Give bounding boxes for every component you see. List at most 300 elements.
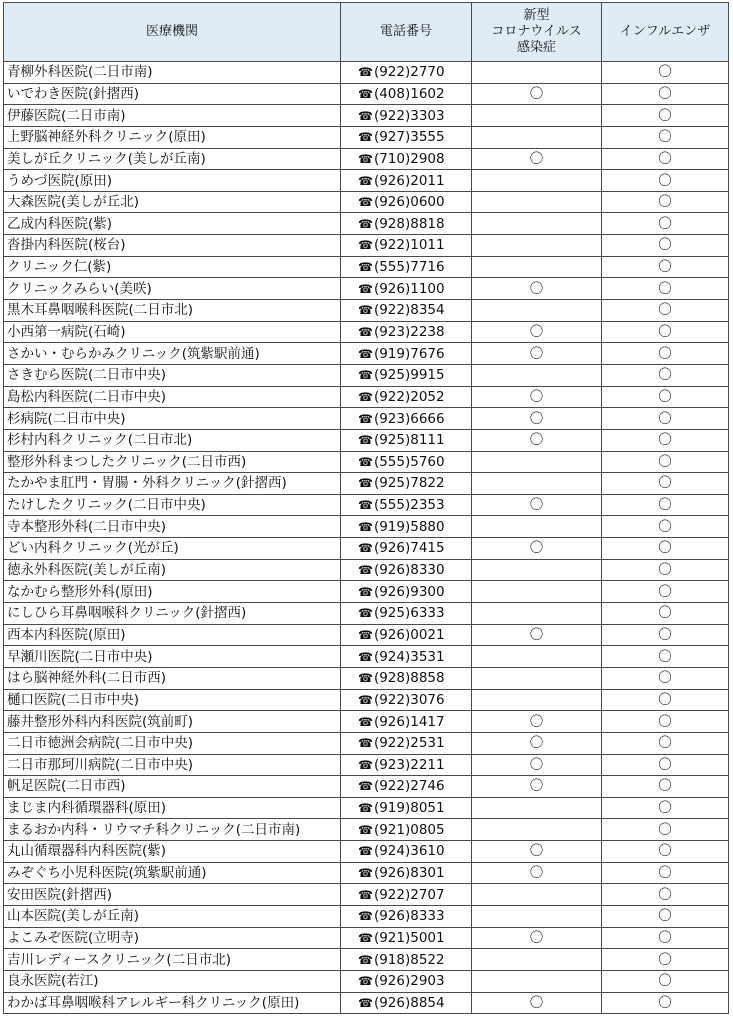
institution-name: クリニック仁(紫) (4, 256, 341, 278)
phone-cell (341, 105, 472, 127)
institution-name: にしひら耳鼻咽喉科クリニック(針摺西) (4, 603, 341, 625)
covid-mark (472, 970, 602, 992)
phone-cell (341, 905, 472, 927)
phone-cell (341, 451, 472, 473)
institution-name: 西本内科医院(原田) (4, 624, 341, 646)
phone-number: (926)2903 (373, 973, 445, 990)
table-row (4, 83, 729, 105)
phone-cell (341, 191, 472, 213)
covid-mark: 〇 (472, 862, 602, 884)
covid-mark (472, 581, 602, 603)
phone-icon: ☎ (358, 65, 373, 80)
phone-number: (710)2908 (373, 150, 445, 167)
covid-mark (472, 473, 602, 495)
phone-number: (926)7415 (373, 540, 445, 557)
phone-icon: ☎ (358, 714, 373, 729)
covid-mark (472, 256, 602, 278)
institution-name: いでわき医院(針摺西) (4, 83, 341, 105)
covid-mark: 〇 (472, 841, 602, 863)
institution-name: 藤井整形外科内科医院(筑前町) (4, 711, 341, 733)
table-row (4, 927, 729, 949)
header-covid-line1: 新型 (523, 8, 550, 23)
phone-icon: ☎ (358, 281, 373, 296)
header-covid-line2: コロナウイルス (491, 24, 582, 39)
phone-icon: ☎ (358, 671, 373, 686)
phone-cell (341, 581, 472, 603)
phone-number: (926)0021 (373, 626, 445, 643)
phone-number: (922)3303 (373, 107, 445, 124)
phone-number: (925)6333 (373, 605, 445, 622)
covid-mark (472, 516, 602, 538)
phone-number: (922)3076 (373, 691, 445, 708)
phone-icon: ☎ (358, 325, 373, 339)
phone-number: (919)5880 (373, 518, 445, 535)
institution-name: 沓掛内科医院(桜台) (4, 235, 341, 257)
covid-mark (472, 949, 602, 971)
phone-number: (922)2052 (373, 388, 445, 405)
table-row (4, 711, 729, 733)
phone-cell (341, 559, 472, 581)
covid-mark (472, 213, 602, 235)
phone-cell (341, 711, 472, 733)
influenza-mark: 〇 (602, 776, 729, 798)
covid-mark (472, 797, 602, 819)
covid-mark (472, 603, 602, 625)
phone-cell (341, 819, 472, 841)
phone-cell (341, 256, 472, 278)
phone-number: (926)9300 (373, 583, 445, 600)
influenza-mark: 〇 (602, 667, 729, 689)
phone-number: (928)8818 (373, 215, 445, 232)
phone-cell (341, 83, 472, 105)
covid-mark: 〇 (472, 429, 602, 451)
phone-cell (341, 732, 472, 754)
institution-name: 上野脳神経外科クリニック(原田) (4, 126, 341, 148)
influenza-mark: 〇 (602, 473, 729, 495)
covid-mark (472, 646, 602, 668)
table-row (4, 862, 729, 884)
phone-cell (341, 408, 472, 430)
influenza-mark: 〇 (602, 364, 729, 386)
institution-name: 小西第一病院(石崎) (4, 321, 341, 343)
table-row (4, 776, 729, 798)
influenza-mark: 〇 (602, 581, 729, 603)
header-covid (472, 3, 602, 62)
phone-number: (922)1011 (373, 237, 445, 254)
institution-name: うめづ医院(原田) (4, 170, 341, 192)
phone-icon: ☎ (358, 606, 373, 621)
covid-mark (472, 689, 602, 711)
influenza-mark: 〇 (602, 819, 729, 841)
table-row (4, 559, 729, 581)
phone-cell (341, 884, 472, 906)
phone-number: (926)8330 (373, 562, 445, 579)
phone-icon: ☎ (358, 692, 373, 707)
influenza-mark: 〇 (602, 927, 729, 949)
influenza-mark: 〇 (602, 711, 729, 733)
table-row (4, 105, 729, 127)
institution-name: 美しが丘クリニック(美しが丘南) (4, 148, 341, 170)
phone-cell (341, 429, 472, 451)
phone-icon: ☎ (358, 368, 373, 383)
institution-name: 丸山循環器科内科医院(紫) (4, 841, 341, 863)
table-row (4, 473, 729, 495)
phone-number: (926)1100 (373, 280, 445, 297)
institution-name: 早瀬川医院(二日市中央) (4, 646, 341, 668)
phone-number: (923)6666 (373, 410, 445, 427)
influenza-mark: 〇 (602, 256, 729, 278)
table-row (4, 732, 729, 754)
phone-number: (924)3610 (373, 843, 445, 860)
phone-icon: ☎ (358, 476, 373, 491)
influenza-mark: 〇 (602, 148, 729, 170)
institution-name: 帆足医院(二日市西) (4, 776, 341, 798)
covid-mark: 〇 (472, 343, 602, 365)
phone-number: (928)8858 (373, 670, 445, 687)
table-row (4, 624, 729, 646)
phone-icon: ☎ (358, 195, 373, 210)
influenza-mark: 〇 (602, 300, 729, 322)
header-influenza: インフルエンザ (602, 3, 729, 62)
phone-number: (555)7716 (373, 259, 445, 276)
phone-icon: ☎ (358, 563, 373, 578)
table-row (4, 343, 729, 365)
phone-number: (926)0600 (373, 194, 445, 211)
institution-name: よこみぞ医院(立明寺) (4, 927, 341, 949)
phone-cell (341, 797, 472, 819)
table-row (4, 538, 729, 560)
institution-name: はら脳神経外科(二日市西) (4, 667, 341, 689)
phone-number: (921)5001 (373, 929, 445, 946)
influenza-mark: 〇 (602, 949, 729, 971)
phone-icon: ☎ (358, 130, 373, 145)
phone-cell (341, 646, 472, 668)
phone-cell (341, 213, 472, 235)
phone-icon: ☎ (358, 909, 373, 924)
phone-icon: ☎ (358, 757, 373, 772)
covid-mark (472, 559, 602, 581)
covid-mark: 〇 (472, 992, 602, 1014)
phone-icon: ☎ (358, 649, 373, 664)
influenza-mark: 〇 (602, 884, 729, 906)
phone-cell (341, 538, 472, 560)
phone-number: (922)2746 (373, 778, 445, 795)
institution-name: わかば耳鼻咽喉科アレルギー科クリニック(原田) (4, 992, 341, 1014)
influenza-mark: 〇 (602, 970, 729, 992)
influenza-mark: 〇 (602, 126, 729, 148)
phone-number: (926)2011 (373, 172, 445, 189)
phone-number: (926)8854 (373, 994, 445, 1011)
covid-mark (472, 300, 602, 322)
institution-name: たかやま肛門・胃腸・外科クリニック(針摺西) (4, 473, 341, 495)
table-row (4, 278, 729, 300)
phone-cell (341, 343, 472, 365)
phone-icon: ☎ (358, 86, 373, 101)
phone-cell (341, 364, 472, 386)
table-row (4, 581, 729, 603)
institution-name: まるおか内科・リウマチ科クリニック(二日市南) (4, 819, 341, 841)
table-row (4, 126, 729, 148)
phone-number: (922)8354 (373, 302, 445, 319)
phone-icon: ☎ (358, 822, 373, 837)
phone-cell (341, 473, 472, 495)
phone-number: (408)1602 (373, 85, 445, 102)
table-row (4, 148, 729, 170)
table-row (4, 992, 729, 1014)
influenza-mark: 〇 (602, 451, 729, 473)
phone-icon: ☎ (358, 303, 373, 318)
phone-icon: ☎ (358, 346, 373, 361)
phone-cell (341, 516, 472, 538)
covid-mark (472, 191, 602, 213)
influenza-mark: 〇 (602, 732, 729, 754)
phone-icon: ☎ (358, 887, 373, 902)
phone-cell (341, 603, 472, 625)
covid-mark (472, 884, 602, 906)
phone-icon: ☎ (358, 866, 373, 881)
phone-icon: ☎ (358, 411, 373, 426)
institution-name: 杉病院(二日市中央) (4, 408, 341, 430)
covid-mark: 〇 (472, 148, 602, 170)
table-row (4, 689, 729, 711)
table-row (4, 321, 729, 343)
phone-cell (341, 300, 472, 322)
phone-icon: ☎ (358, 930, 373, 945)
phone-icon: ☎ (358, 627, 373, 642)
covid-mark (472, 105, 602, 127)
covid-mark: 〇 (472, 278, 602, 300)
phone-number: (926)8301 (373, 865, 445, 882)
covid-mark: 〇 (472, 711, 602, 733)
phone-icon: ☎ (358, 389, 373, 404)
table-row (4, 494, 729, 516)
phone-number: (919)8051 (373, 800, 445, 817)
table-row (4, 429, 729, 451)
phone-cell (341, 148, 472, 170)
institution-name: 寺本整形外科(二日市中央) (4, 516, 341, 538)
table-row (4, 797, 729, 819)
influenza-mark: 〇 (602, 603, 729, 625)
phone-cell (341, 841, 472, 863)
phone-number: (925)9915 (373, 367, 445, 384)
header-covid-line3: 感染症 (516, 40, 556, 55)
institution-name: さきむら医院(二日市中央) (4, 364, 341, 386)
influenza-mark: 〇 (602, 624, 729, 646)
phone-cell (341, 624, 472, 646)
influenza-mark: 〇 (602, 754, 729, 776)
table-row (4, 884, 729, 906)
institution-name: 伊藤医院(二日市南) (4, 105, 341, 127)
covid-mark: 〇 (472, 83, 602, 105)
phone-cell (341, 949, 472, 971)
institution-name: 良永医院(若江) (4, 970, 341, 992)
phone-cell (341, 992, 472, 1014)
phone-number: (925)8111 (373, 432, 445, 449)
phone-number: (918)8522 (373, 951, 445, 968)
influenza-mark: 〇 (602, 83, 729, 105)
phone-number: (925)7822 (373, 475, 445, 492)
phone-cell (341, 278, 472, 300)
influenza-mark: 〇 (602, 538, 729, 560)
institution-name: みぞぐち小児科医院(筑紫駅前通) (4, 862, 341, 884)
table-row (4, 235, 729, 257)
institution-name: 安田医院(針摺西) (4, 884, 341, 906)
influenza-mark: 〇 (602, 105, 729, 127)
influenza-mark: 〇 (602, 429, 729, 451)
table-row (4, 949, 729, 971)
institution-name: 樋口医院(二日市中央) (4, 689, 341, 711)
influenza-mark: 〇 (602, 408, 729, 430)
phone-cell (341, 667, 472, 689)
table-row (4, 667, 729, 689)
influenza-mark: 〇 (602, 321, 729, 343)
covid-mark: 〇 (472, 408, 602, 430)
phone-cell (341, 754, 472, 776)
institution-name: 黒木耳鼻咽喉科医院(二日市北) (4, 300, 341, 322)
table-row (4, 170, 729, 192)
phone-cell (341, 494, 472, 516)
phone-icon: ☎ (358, 498, 373, 513)
phone-number: (923)2211 (373, 756, 445, 773)
phone-cell (341, 862, 472, 884)
table-row (4, 300, 729, 322)
institution-name: 吉川レディースクリニック(二日市北) (4, 949, 341, 971)
influenza-mark: 〇 (602, 905, 729, 927)
influenza-mark: 〇 (602, 278, 729, 300)
institution-name: クリニックみらい(美咲) (4, 278, 341, 300)
influenza-mark: 〇 (602, 170, 729, 192)
phone-icon: ☎ (358, 454, 373, 469)
phone-number: (919)7676 (373, 345, 445, 362)
phone-cell (341, 170, 472, 192)
institution-name: 山本医院(美しが丘南) (4, 905, 341, 927)
phone-number: (922)2707 (373, 886, 445, 903)
phone-cell (341, 235, 472, 257)
phone-icon: ☎ (358, 108, 373, 123)
institution-name: さかい・むらかみクリニック(筑紫駅前通) (4, 343, 341, 365)
phone-number: (923)2238 (373, 324, 445, 340)
phone-number: (927)3555 (373, 129, 445, 146)
influenza-mark: 〇 (602, 559, 729, 581)
phone-icon: ☎ (358, 952, 373, 967)
covid-mark: 〇 (472, 754, 602, 776)
covid-mark (472, 364, 602, 386)
phone-icon: ☎ (358, 260, 373, 275)
table-row (4, 408, 729, 430)
covid-mark: 〇 (472, 624, 602, 646)
phone-number: (926)8333 (373, 908, 445, 925)
header-institution: 医療機関 (4, 3, 341, 62)
institution-name: 大森医院(美しが丘北) (4, 191, 341, 213)
covid-mark: 〇 (472, 776, 602, 798)
covid-mark: 〇 (472, 732, 602, 754)
influenza-mark: 〇 (602, 235, 729, 257)
covid-mark: 〇 (472, 538, 602, 560)
table-row (4, 62, 729, 84)
phone-icon: ☎ (358, 974, 373, 989)
header-phone: 電話番号 (341, 3, 472, 62)
covid-mark (472, 62, 602, 84)
institution-name: 乙成内科医院(紫) (4, 213, 341, 235)
phone-number: (922)2531 (373, 735, 445, 752)
phone-cell (341, 927, 472, 949)
table-header-row (4, 3, 729, 62)
phone-icon: ☎ (358, 541, 373, 556)
phone-cell (341, 776, 472, 798)
phone-icon: ☎ (358, 801, 373, 816)
phone-icon: ☎ (358, 216, 373, 231)
phone-cell (341, 321, 472, 343)
covid-mark: 〇 (472, 927, 602, 949)
phone-number: (555)2353 (373, 497, 445, 514)
institution-name: 島松内科医院(二日市中央) (4, 386, 341, 408)
covid-mark (472, 905, 602, 927)
institution-name: 杉村内科クリニック(二日市北) (4, 429, 341, 451)
table-row (4, 841, 729, 863)
institution-name: 徳永外科医院(美しが丘南) (4, 559, 341, 581)
covid-mark (472, 819, 602, 841)
phone-number: (924)3531 (373, 648, 445, 665)
clinic-table (3, 2, 729, 1014)
covid-mark: 〇 (472, 494, 602, 516)
table-row (4, 819, 729, 841)
table-row (4, 970, 729, 992)
phone-icon: ☎ (358, 173, 373, 188)
influenza-mark: 〇 (602, 494, 729, 516)
influenza-mark: 〇 (602, 841, 729, 863)
table-row (4, 646, 729, 668)
table-row (4, 256, 729, 278)
influenza-mark: 〇 (602, 62, 729, 84)
institution-name: どい内科クリニック(光が丘) (4, 538, 341, 560)
influenza-mark: 〇 (602, 992, 729, 1014)
phone-number: (922)2770 (373, 64, 445, 81)
phone-cell (341, 689, 472, 711)
institution-name: 二日市徳洲会病院(二日市中央) (4, 732, 341, 754)
influenza-mark: 〇 (602, 516, 729, 538)
influenza-mark: 〇 (602, 191, 729, 213)
influenza-mark: 〇 (602, 213, 729, 235)
table-row (4, 386, 729, 408)
phone-icon: ☎ (358, 238, 373, 253)
phone-cell (341, 386, 472, 408)
institution-name: まじま内科循環器科(原田) (4, 797, 341, 819)
covid-mark: 〇 (472, 321, 602, 343)
table-row (4, 516, 729, 538)
institution-name: たけしたクリニック(二日市中央) (4, 494, 341, 516)
phone-icon: ☎ (358, 519, 373, 534)
phone-icon: ☎ (358, 779, 373, 794)
influenza-mark: 〇 (602, 386, 729, 408)
covid-mark (472, 235, 602, 257)
covid-mark (472, 667, 602, 689)
table-row (4, 191, 729, 213)
phone-icon: ☎ (358, 736, 373, 751)
table-row (4, 905, 729, 927)
institution-name: 二日市那珂川病院(二日市中央) (4, 754, 341, 776)
phone-number: (921)0805 (373, 821, 445, 838)
influenza-mark: 〇 (602, 343, 729, 365)
phone-cell (341, 62, 472, 84)
table-row (4, 603, 729, 625)
phone-icon: ☎ (358, 151, 373, 166)
table-row (4, 754, 729, 776)
table-row (4, 451, 729, 473)
phone-icon: ☎ (358, 995, 373, 1010)
influenza-mark: 〇 (602, 862, 729, 884)
phone-number: (555)5760 (373, 453, 445, 470)
influenza-mark: 〇 (602, 797, 729, 819)
